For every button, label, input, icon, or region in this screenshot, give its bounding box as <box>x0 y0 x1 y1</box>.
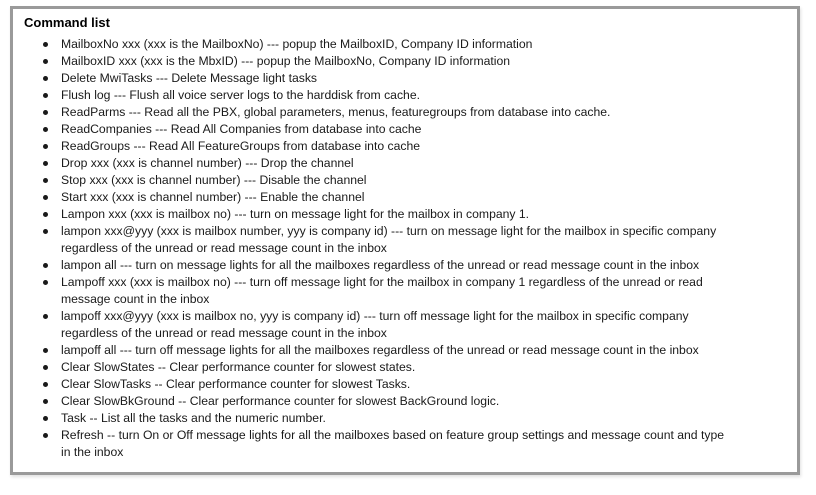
list-item-text: Drop xxx (xxx is channel number) --- Drop the channel <box>61 156 354 170</box>
command-list <box>13 36 816 461</box>
list-item <box>61 189 816 206</box>
list-item <box>61 223 816 257</box>
list-item-text: MailboxNo xxx (xxx is the MailboxNo) --- popup the MailboxID, Company ID information <box>61 37 533 51</box>
list-item-text: Refresh -- turn On or Off message lights for all the mailboxes based on feature group settings and message count and type <box>61 428 725 442</box>
list-item <box>61 410 816 427</box>
list-item <box>61 53 816 70</box>
list-item-text: lampoff all --- turn off message lights for all the mailboxes regardless of the unread or read message count in the inbox <box>61 343 699 357</box>
list-item-text: lampon xxx@yyy (xxx is mailbox number, yyy is company id) --- turn on message light for the mailbox in specific company <box>61 224 717 238</box>
list-item-text: lampon all --- turn on message lights for all the mailboxes regardless of the unread or read message count in the inbox <box>61 258 700 272</box>
list-item <box>61 427 816 461</box>
list-item-text: lampoff xxx@yyy (xxx is mailbox no, yyy is company id) --- turn off message light for the mailbox in specific company <box>61 309 689 323</box>
list-item <box>61 393 816 410</box>
list-item-text: Flush log --- Flush all voice server logs to the harddisk from cache. <box>61 88 420 102</box>
list-item-text: MailboxID xxx (xxx is the MbxID) --- popup the MailboxNo, Company ID information <box>61 54 511 68</box>
list-item-text: Stop xxx (xxx is channel number) --- Disable the channel <box>61 173 367 187</box>
list-item-text: Delete MwiTasks --- Delete Message light tasks <box>61 71 318 85</box>
list-item <box>61 138 816 155</box>
list-item <box>61 257 816 274</box>
list-item <box>61 359 816 376</box>
list-item-text: message count in the inbox <box>61 292 210 306</box>
list-item <box>61 87 816 104</box>
list-item <box>61 308 816 342</box>
list-item-text: Task -- List all the tasks and the numeric number. <box>61 411 326 425</box>
list-item-text: Clear SlowStates -- Clear performance counter for slowest states. <box>61 360 416 374</box>
list-item-text: Start xxx (xxx is channel number) --- Enable the channel <box>61 190 365 204</box>
list-item-text: Lampon xxx (xxx is mailbox no) --- turn on message light for the mailbox in company 1. <box>61 207 530 221</box>
list-item-text: Clear SlowTasks -- Clear performance counter for slowest Tasks. <box>61 377 411 391</box>
list-item <box>61 155 816 172</box>
list-item <box>61 70 816 87</box>
panel-title: Command list <box>24 15 110 30</box>
list-item <box>61 376 816 393</box>
list-item-text: regardless of the unread or read message count in the inbox <box>61 326 387 340</box>
list-item <box>61 342 816 359</box>
list-item <box>61 36 816 53</box>
list-item-text: in the inbox <box>61 445 124 459</box>
list-item <box>61 121 816 138</box>
list-item-text: Clear SlowBkGround -- Clear performance counter for slowest BackGround logic. <box>61 394 500 408</box>
list-item <box>61 206 816 223</box>
list-item-text: Lampoff xxx (xxx is mailbox no) --- turn off message light for the mailbox in company 1 regardless of the unread or read <box>61 275 703 289</box>
list-item-text: regardless of the unread or read message count in the inbox <box>61 241 387 255</box>
list-item <box>61 274 816 308</box>
list-item-text: ReadGroups --- Read All FeatureGroups from database into cache <box>61 139 421 153</box>
list-item <box>61 104 816 121</box>
list-item <box>61 172 816 189</box>
command-list-panel <box>10 6 800 475</box>
list-item-text: ReadCompanies --- Read All Companies from database into cache <box>61 122 422 136</box>
list-item-text: ReadParms --- Read all the PBX, global parameters, menus, featuregroups from database into cache. <box>61 105 611 119</box>
